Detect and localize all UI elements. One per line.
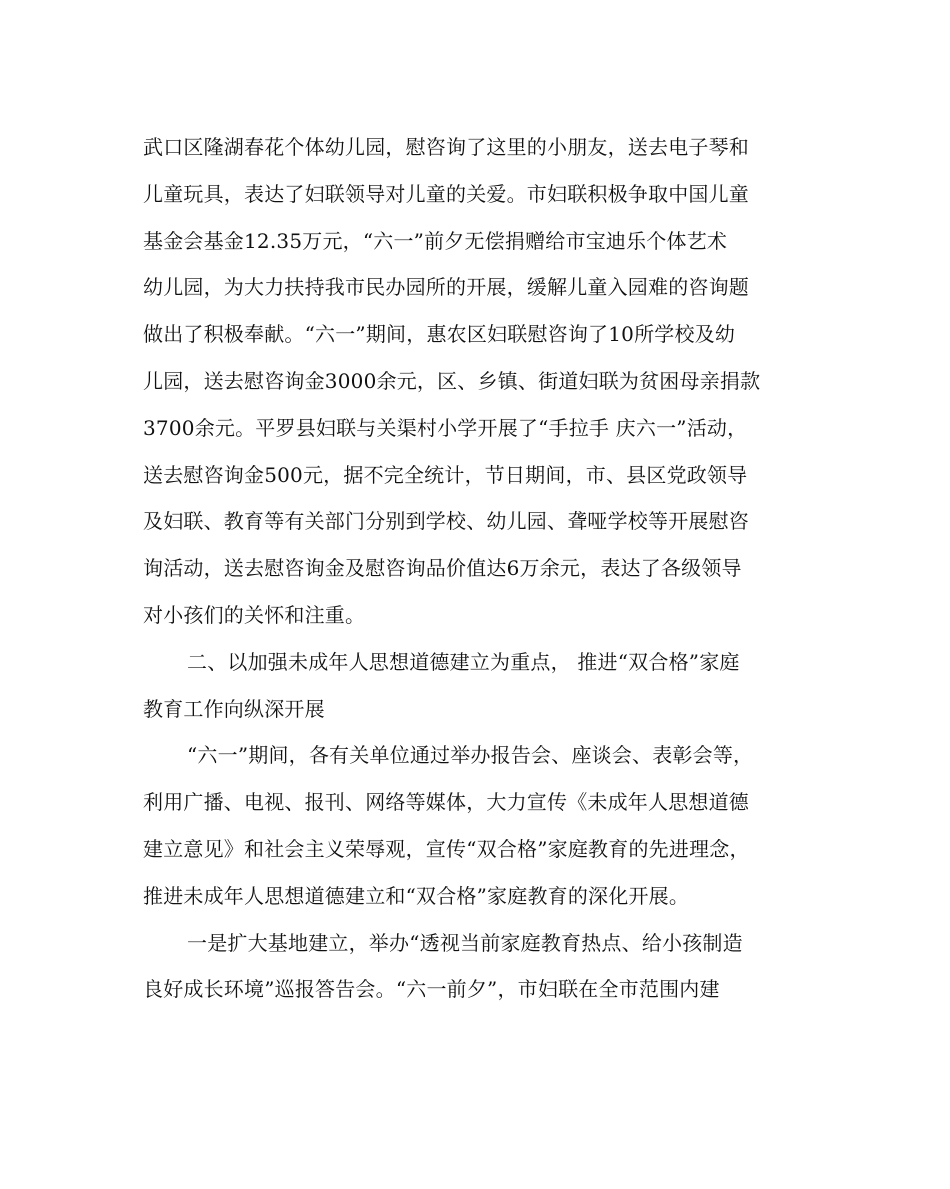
text-line: 3700余元。平罗县妇联与关渠村小学开展了“手拉手 庆六一”活动， bbox=[143, 415, 748, 440]
text-line: 做出了积极奉献。“六一”期间，惠农区妇联慰咨询了10所学校及幼 bbox=[143, 322, 736, 347]
text-line: 良好成长环境”巡报答告会。“六一前夕”，市妇联在全市范围内建 bbox=[143, 977, 720, 1002]
text-line: 二、以加强未成年人思想道德建立为重点， 推进“双合格”家庭 bbox=[187, 649, 740, 674]
text-line: 推进未成年人思想道德建立和“双合格”家庭教育的深化开展。 bbox=[143, 883, 690, 908]
text-line: 及妇联、教育等有关部门分别到学校、幼儿园、聋哑学校等开展慰咨 bbox=[143, 509, 749, 534]
text-line: 儿童玩具，表达了妇联领导对儿童的关爱。市妇联积极争取中国儿童 bbox=[143, 181, 749, 206]
text-line: 教育工作向纵深开展 bbox=[143, 696, 325, 721]
text-line: “六一”期间，各有关单位通过举办报告会、座谈会、表彰会等， bbox=[187, 743, 754, 768]
document-body bbox=[143, 127, 813, 1016]
text-line: 幼儿园，为大力扶持我市民办园所的开展，缓解儿童入园难的咨询题 bbox=[143, 275, 749, 300]
text-line: 一是扩大基地建立，举办“透视当前家庭教育热点、给小孩制造 bbox=[187, 930, 743, 955]
text-line: 送去慰咨询金500元，据不完全统计，节日期间，市、县区党政领导 bbox=[143, 462, 748, 487]
text-line: 利用广播、电视、报刊、网络等媒体，大力宣传《未成年人思想道德 bbox=[143, 790, 749, 815]
text-line: 武口区隆湖春花个体幼儿园，慰咨询了这里的小朋友，送去电子琴和 bbox=[143, 135, 749, 159]
text-line: 基金会基金12.35万元，“六一”前夕无偿捐赠给市宝迪乐个体艺术 bbox=[143, 228, 728, 253]
text-line: 儿园，送去慰咨询金3000余元，区、乡镇、街道妇联为贫困母亲捐款 bbox=[143, 368, 761, 393]
text-line: 询活动，送去慰咨询金及慰咨询品价值达6万余元，表达了各级领导 bbox=[143, 556, 742, 581]
text-line: 对小孩们的关怀和注重。 bbox=[143, 602, 366, 627]
text-line: 建立意见》和社会主义荣辱观，宣传“双合格”家庭教育的先进理念， bbox=[143, 836, 750, 861]
